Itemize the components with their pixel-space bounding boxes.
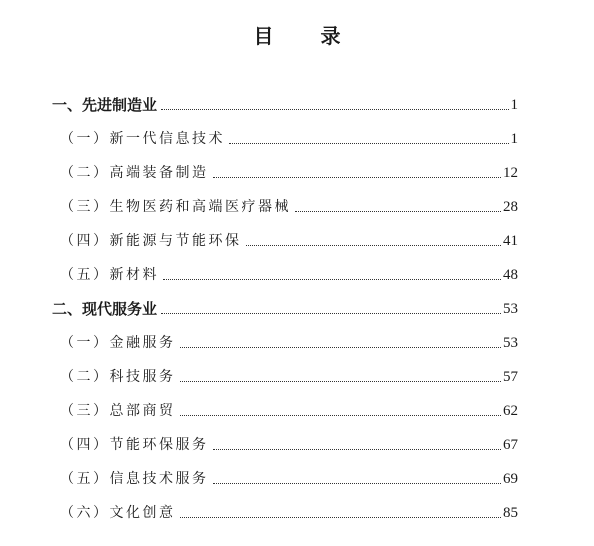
toc-entry-page: 85 (503, 505, 518, 521)
toc-entry[interactable] (52, 294, 518, 320)
dot-leader (161, 313, 501, 314)
toc-entry-page: 48 (503, 267, 518, 283)
toc-entry-page: 1 (510, 97, 518, 113)
toc-entry[interactable] (52, 90, 518, 116)
toc-entry[interactable] (60, 362, 518, 388)
toc-entry[interactable] (60, 158, 518, 184)
toc-entry[interactable] (60, 328, 518, 354)
toc-entry[interactable] (60, 260, 518, 286)
toc-entry-page: 53 (503, 335, 518, 351)
toc-entry-label: （三）总部商贸 (60, 403, 176, 419)
toc-entry-label: （五）信息技术服务 (60, 471, 209, 487)
dot-leader (229, 143, 509, 144)
toc-entry[interactable] (60, 396, 518, 422)
toc-entry-label: （一）金融服务 (60, 335, 176, 351)
dot-leader (295, 211, 501, 212)
toc-entry[interactable] (60, 192, 518, 218)
toc-entry-label: （二）高端装备制造 (60, 165, 209, 181)
dot-leader (180, 381, 502, 382)
toc-entry-label: （五）新材料 (60, 267, 159, 283)
toc-entry-page: 57 (503, 369, 518, 385)
toc-entry[interactable] (60, 498, 518, 524)
toc-entry[interactable] (60, 464, 518, 490)
toc-entry-page: 28 (503, 199, 518, 215)
dot-leader (180, 347, 502, 348)
toc-entry[interactable] (60, 430, 518, 456)
toc-entry[interactable] (60, 226, 518, 252)
dot-leader (161, 109, 508, 110)
dot-leader (213, 449, 502, 450)
dot-leader (246, 245, 502, 246)
toc-entry-page: 53 (503, 301, 518, 317)
toc-entry-label: （四）节能环保服务 (60, 437, 209, 453)
toc-entry-page: 41 (503, 233, 518, 249)
toc-entry-page: 69 (503, 471, 518, 487)
dot-leader (180, 517, 502, 518)
toc-entry-page: 12 (503, 165, 518, 181)
toc-entry-label: （一）新一代信息技术 (60, 131, 225, 147)
toc-entry-page: 62 (503, 403, 518, 419)
dot-leader (180, 415, 502, 416)
dot-leader (213, 483, 502, 484)
toc-entry-page: 1 (510, 131, 518, 147)
toc-entry-label: （二）科技服务 (60, 369, 176, 385)
toc-entry-label: （六）文化创意 (60, 505, 176, 521)
toc-entry-label: 一、先进制造业 (52, 96, 158, 114)
dot-leader (213, 177, 502, 178)
toc-entry[interactable] (60, 124, 518, 150)
toc-title: 目 录 (253, 24, 361, 48)
toc-entry-page: 67 (503, 437, 518, 453)
toc-entry-label: 二、现代服务业 (52, 300, 158, 318)
toc-entry-label: （四）新能源与节能环保 (60, 233, 242, 249)
toc-entry-label: （三）生物医药和高端医疗器械 (60, 199, 291, 215)
dot-leader (163, 279, 501, 280)
